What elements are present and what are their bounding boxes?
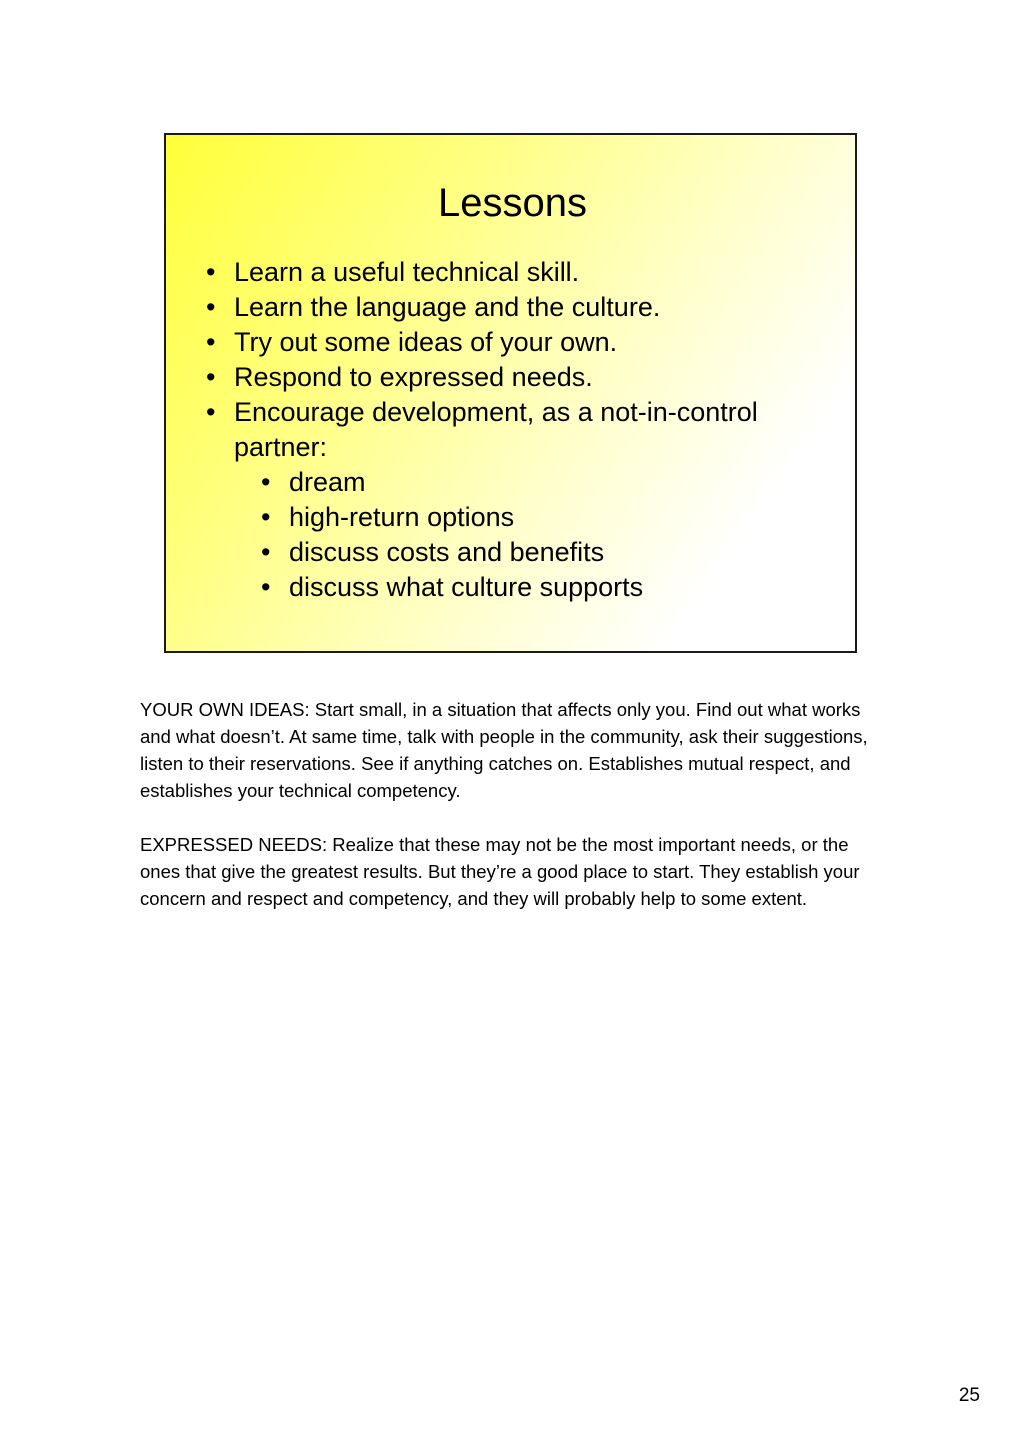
bullet-icon: • <box>261 537 271 567</box>
bullet-icon: • <box>206 292 216 322</box>
slide-title: Lessons <box>438 181 587 225</box>
sub-bullet-text: dream <box>289 467 366 497</box>
bullet-icon: • <box>206 327 216 357</box>
bullet-item <box>206 360 826 395</box>
bullet-icon: • <box>206 257 216 287</box>
bullet-item <box>206 325 826 360</box>
bullet-icon: • <box>261 502 271 532</box>
bullet-text: Encourage development, as a not-in-control partner: <box>234 397 758 462</box>
bullet-icon: • <box>206 397 216 427</box>
bullet-icon: • <box>261 572 271 602</box>
bullet-text: Try out some ideas of your own. <box>234 327 618 357</box>
sub-bullet-text: discuss what culture supports <box>289 572 644 602</box>
sub-bullet-list <box>234 465 826 605</box>
bullet-text: Learn a useful technical skill. <box>234 257 580 287</box>
bullet-item <box>206 255 826 290</box>
notes-paragraph: YOUR OWN IDEAS: Start small, in a situation that affects only you. Find out what works and what doesn’t. At same time, talk with people in the community, ask their suggestions, listen to their reservations. See if anything catches on. Establishes mutual respect, and establishes your technical competency. <box>140 699 868 801</box>
sub-bullet-item <box>234 465 826 500</box>
bullet-item <box>206 290 826 325</box>
page-number: 25 <box>958 1385 980 1406</box>
bullet-icon: • <box>206 362 216 392</box>
notes-paragraph: EXPRESSED NEEDS: Realize that these may not be the most important needs, or the ones that give the greatest results. But they’re a good place to start. They establish your concern and respect and competency, and they will probably help to some extent. <box>140 834 860 909</box>
sub-bullet-text: high-return options <box>289 502 515 532</box>
bullet-item <box>206 395 826 605</box>
bullet-list <box>206 255 826 605</box>
speaker-notes <box>140 696 890 939</box>
sub-bullet-item <box>234 570 826 605</box>
slide-thumbnail <box>164 133 857 653</box>
bullet-icon: • <box>261 467 271 497</box>
sub-bullet-item <box>234 500 826 535</box>
bullet-text: Learn the language and the culture. <box>234 292 661 322</box>
sub-bullet-text: discuss costs and benefits <box>289 537 605 567</box>
sub-bullet-item <box>234 535 826 570</box>
bullet-text: Respond to expressed needs. <box>234 362 593 392</box>
